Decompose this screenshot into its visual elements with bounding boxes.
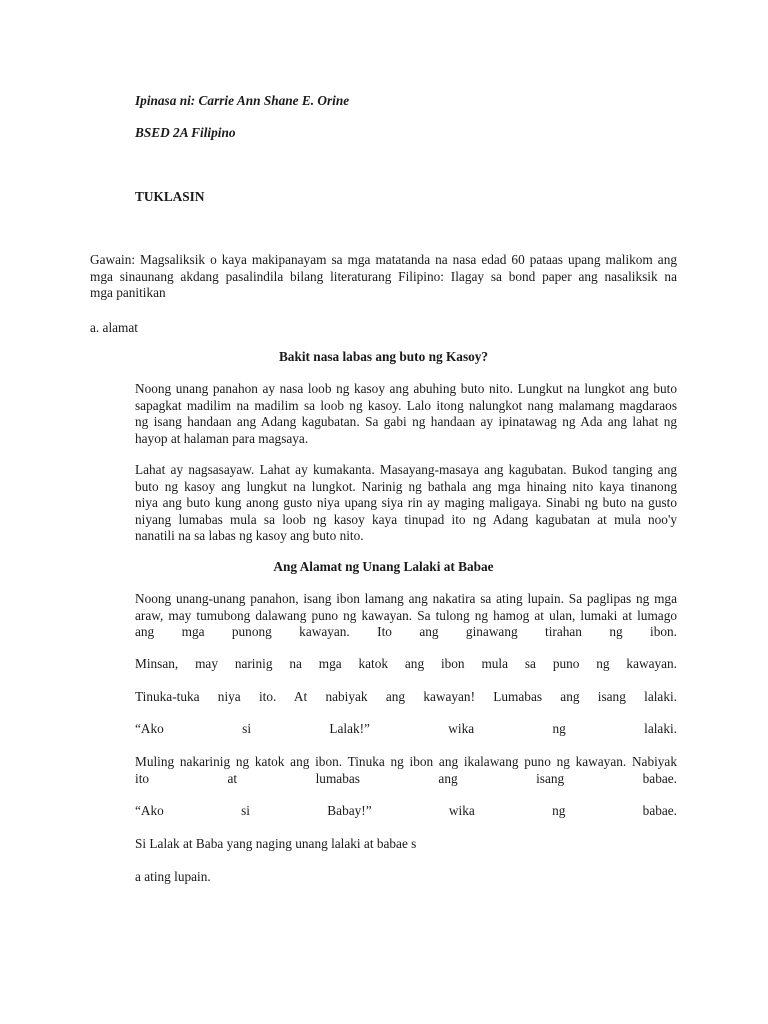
story2-title: Ang Alamat ng Unang Lalaki at Babae	[273, 559, 494, 574]
task-line: mga sinaunang akdang pasalindila bilang literaturang Filipino: Ilagay sa bond paper ang nasaliksik na	[90, 268, 677, 284]
story2-p1-line: ang mga punong kawayan. Ito ang ginawang tirahan ng ibon.	[135, 624, 677, 639]
story2-p1-line: Noong unang-unang panahon, isang ibon lamang ang nakatira sa ating lupain. Sa paglipas ng mga	[135, 591, 677, 606]
task-line: mga panitikan	[90, 285, 166, 300]
story1-p2-line: niya ang buto kung anong gusto niya upang siya rin ay maging maligaya. Sinabi ng buto na gusto	[135, 495, 677, 510]
story1-p2-line: Lahat ay nagsasayaw. Lahat ay kumakanta. Masayang-masaya ang kagubatan. Bukod tanging ang	[135, 462, 677, 477]
course-label: BSED 2A Filipino	[135, 125, 236, 140]
story1-p2-line: buto ng kasoy ang lungkut na lungkot. Narinig ng bathala ang mga hinaing nito kaya tinanong	[135, 478, 677, 494]
story1-paragraph-2	[135, 462, 677, 545]
story2-line-lupain: a ating lupain.	[135, 869, 211, 884]
story1-paragraph-1	[135, 381, 677, 447]
story2-line-lalak: “Ako si Lalak!” wika ng lalaki.	[135, 721, 677, 736]
story1-p2-line: niyang lumabas mula sa loob ng kasoy kaya tinupad ito ng Adang kagubatan at mula noo'y	[135, 511, 677, 527]
story2-line-tinuka: Tinuka-tuka niya ito. At nabiyak ang kawayan! Lumabas ang isang lalaki.	[135, 689, 677, 704]
story2-line-silalak: Si Lalak at Baba yang naging unang lalaki at babae s	[135, 836, 417, 851]
item-label: a. alamat	[90, 320, 138, 335]
submitted-by: Ipinasa ni: Carrie Ann Shane E. Orine	[135, 93, 350, 108]
story2-line-minsan: Minsan, may narinig na mga katok ang ibon mula sa puno ng kawayan.	[135, 656, 677, 671]
section-title: TUKLASIN	[135, 189, 205, 204]
story1-p1-line: Noong unang panahon ay nasa loob ng kasoy ang abuhing buto nito. Lungkut na lungkot ang buto	[135, 381, 677, 396]
story1-p1-line: ng isang handaan ang Adang kagubatan. Sa gabi ng handaan ay ipinatawag ng Ada ang lahat ng	[135, 414, 677, 429]
story2-muling-line: Muling nakarinig ng katok ang ibon. Tinuka ng ibon ang ikalawang puno ng kawayan. Nabiyak	[135, 754, 677, 769]
story1-p1-line: hayop at halaman para magsaya.	[135, 430, 309, 446]
story1-title: Bakit nasa labas ang buto ng Kasoy?	[278, 349, 489, 364]
task-paragraph	[90, 252, 677, 302]
story2-muling-line: ito at lumabas ang isang babae.	[135, 770, 677, 786]
story2-paragraph-muling	[135, 754, 677, 787]
story2-line-babay: “Ako si Babay!” wika ng babae.	[135, 803, 677, 818]
task-line: Gawain: Magsaliksik o kaya makipanayam sa mga matatanda na nasa edad 60 pataas upang malikom ang	[90, 252, 677, 267]
story2-p1-line: araw, may tumubong dalawang puno ng kawayan. Sa tulong ng hamog at ulan, lumaki at lumago	[135, 607, 677, 623]
story1-p2-line: nanatili na sa labas ng kasoy ang buto nito.	[135, 528, 364, 543]
story1-p1-line: sapagkat madilim na madilim sa loob ng kasoy. Lalo itong nalungkot nang malamang magdaraos	[135, 397, 677, 413]
story2-paragraph-1	[135, 591, 677, 641]
